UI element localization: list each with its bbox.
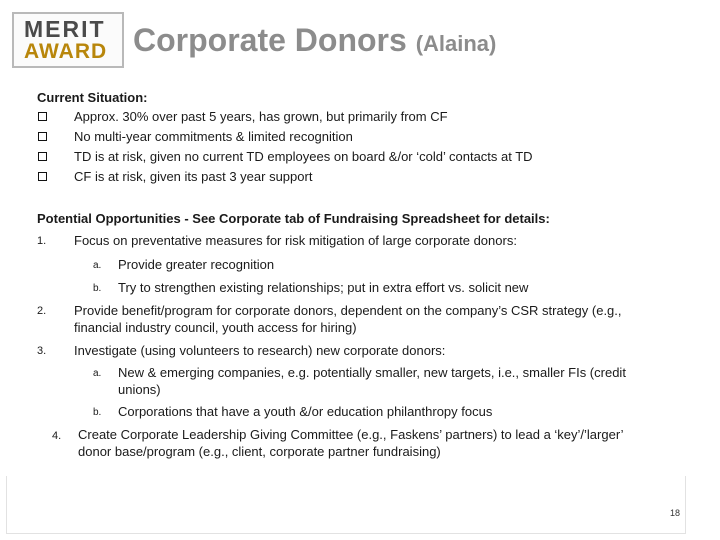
opportunities-heading: Potential Opportunities - See Corporate tab of Fundraising Spreadsheet for details:: [37, 211, 550, 226]
page-title: [133, 22, 496, 59]
item-number: 4.: [52, 430, 62, 442]
sub-letter: b.: [93, 283, 102, 294]
opportunity-3-text: Investigate (using volunteers to research) new corporate donors:: [74, 343, 446, 358]
opportunity-3a-line-2: unions): [118, 382, 161, 397]
opportunity-3b-text: Corporations that have a youth &/or education philanthropy focus: [118, 404, 493, 419]
item-number: 3.: [37, 345, 47, 357]
opportunity-4-line-2: donor base/program (e.g., client, corporate partner fundraising): [78, 444, 441, 459]
opportunity-3a-line-1: New & emerging companies, e.g. potentially smaller, new targets, i.e., smaller FIs (credit: [118, 365, 626, 380]
item-number: 1.: [37, 235, 47, 247]
item-number: 2.: [37, 305, 47, 317]
current-item-2: No multi-year commitments & limited recognition: [74, 129, 353, 144]
opportunity-1a-text: Provide greater recognition: [118, 257, 275, 272]
checkbox-bullet-icon: [38, 132, 47, 141]
title-main: Corporate Donors: [133, 22, 407, 58]
current-situation-heading: Current Situation:: [37, 90, 148, 105]
current-item-3: TD is at risk, given no current TD employees on board &/or ‘cold’ contacts at TD: [74, 149, 533, 164]
footer-frame: [6, 476, 686, 534]
opportunity-1b-text: Try to strengthen existing relationships; put in extra effort vs. solicit new: [118, 280, 529, 295]
opportunity-2-line-1: Provide benefit/program for corporate donors, dependent on the company’s CSR strategy (e.g.,: [74, 303, 622, 318]
title-sub: (Alaina): [415, 31, 497, 56]
opportunity-1-text: Focus on preventative measures for risk mitigation of large corporate donors:: [74, 233, 517, 248]
checkbox-bullet-icon: [38, 152, 47, 161]
opportunity-2-line-2: financial industry council, youth access for hiring): [74, 320, 357, 335]
logo-line-merit: MERIT: [24, 16, 106, 42]
sub-letter: a.: [93, 260, 102, 271]
sub-letter: b.: [93, 407, 102, 418]
checkbox-bullet-icon: [38, 172, 47, 181]
checkbox-bullet-icon: [38, 112, 47, 121]
merit-award-logo: [12, 12, 124, 68]
page-number: 18: [669, 508, 680, 518]
opportunity-4-line-1: Create Corporate Leadership Giving Committee (e.g., Faskens’ partners) to lead a ‘key’/’larger’: [78, 427, 624, 442]
logo-line-award: AWARD: [24, 40, 108, 63]
current-item-4: CF is at risk, given its past 3 year support: [74, 169, 313, 184]
sub-letter: a.: [93, 368, 102, 379]
current-item-1: Approx. 30% over past 5 years, has grown, but primarily from CF: [74, 109, 448, 124]
